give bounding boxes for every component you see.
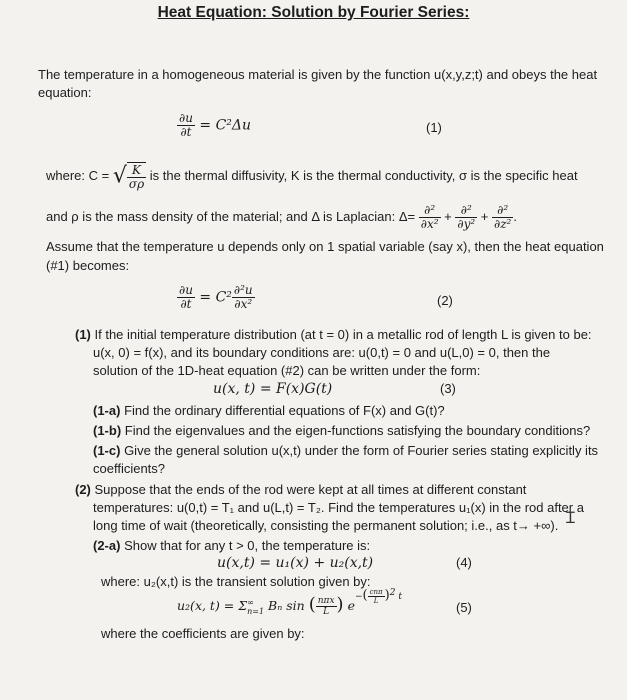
laplacian-line: [46, 204, 517, 231]
eq4-number: (4): [456, 555, 472, 570]
assume-line-2: (#1) becomes:: [46, 258, 130, 273]
lap-y-den: ∂y²: [457, 217, 476, 231]
q1b-text: Find the eigenvalues and the eigen-functions satisfying the boundary conditions?: [121, 423, 591, 438]
eq5-mid: Bₙ sin: [268, 598, 305, 613]
q1-text-1: If the initial temperature distribution (at t = 0) in a metallic rod of length L is given to be:: [90, 327, 592, 342]
sqrt-numerator: K: [127, 164, 146, 178]
eq5-number: (5): [456, 600, 472, 615]
q1a-line: [93, 402, 445, 420]
q2-line-2: temperatures: u(0,t) = T₁ and u(L,t) = T₂. Find the temperatures u₁(x) in the rod after a: [93, 500, 584, 515]
eq1-numerator: ∂u: [179, 111, 193, 125]
eq5-sum-bottom: n=1: [247, 606, 265, 616]
eq1-denominator: ∂t: [180, 125, 192, 139]
q2-line-1: [75, 481, 526, 499]
q1c-line-2: coefficients?: [93, 461, 166, 476]
lap-x-num: ∂²: [419, 204, 441, 218]
eq2-equals: = C²: [199, 289, 232, 306]
period: .: [513, 208, 517, 224]
q1-line-1: [75, 326, 592, 344]
q2-text-1: Suppose that the ends of the rod were kept at all times at different constant: [90, 482, 527, 497]
intro-line-1: The temperature in a homogeneous material is given by the function u(x,y,z;t) and obeys the heat: [38, 67, 598, 82]
q2-label: (2): [75, 482, 91, 497]
lap-y-num: ∂²: [455, 204, 477, 218]
eq5-t: t: [398, 592, 402, 602]
sqrt-expression: √ $\frac{K}{\sigma\rho}$: [112, 163, 145, 191]
q1-line-2: u(x, 0) = f(x), and its boundary conditions are: u(0,t) = 0 and u(L,0) = 0, then the: [93, 345, 551, 360]
eq5-exp-num: cnπ: [369, 588, 383, 596]
q2-coeff-line: where the coefficients are given by:: [101, 626, 305, 641]
eq5-arg-den: L: [323, 607, 330, 617]
eq5-arg-num: nπx: [317, 596, 335, 606]
eq2-denominator-2: ∂x²: [234, 297, 253, 311]
lap-x-den: ∂x²: [420, 217, 439, 231]
assume-line-1: Assume that the temperature u depends only on 1 spatial variable (say x), then the heat equation: [46, 239, 604, 254]
q2-line-3: long time of wait (theoretically, consisting the permanent solution; i.e., as t→ +∞).: [93, 518, 559, 533]
eq2-denominator: ∂t: [180, 297, 192, 311]
lap-z-num: ∂²: [492, 204, 513, 218]
laplacian-intro: and ρ is the mass density of the material; and Δ is Laplacian: Δ=: [46, 208, 416, 224]
equation-4: u(x,t) = u₁(x) + u₂(x,t): [217, 555, 374, 571]
plus-1: +: [444, 208, 452, 224]
where-text: is the thermal diffusivity, K is the thermal conductivity, σ is the specific heat: [149, 167, 578, 183]
where-line-1: [46, 162, 578, 191]
q1b-line: [93, 422, 590, 440]
equation-5: u₂(x, t) = Σ ∞ n=1 Bₙ sin ( $\frac{\text{nπx}}{L}$ ) e−( $\frac{\text{cnπ}}{L}$ )$^2$ t: [177, 588, 402, 617]
intro-line-2: equation:: [38, 85, 92, 100]
equation-1: [177, 112, 251, 139]
eq5-exp-den: L: [373, 597, 379, 605]
q1a-text: Find the ordinary differential equations of F(x) and G(t)?: [120, 403, 445, 418]
page-title: Heat Equation: Solution by Fourier Series:: [157, 4, 470, 21]
equation-3: u(x, t) = F(x)G(t): [213, 381, 333, 397]
lap-z-den: ∂z²: [494, 217, 512, 231]
q2a-line: [93, 537, 370, 555]
eq2-numerator: ∂u: [179, 283, 193, 297]
plus-2: +: [480, 208, 489, 224]
q1c-line: [93, 442, 598, 460]
q1-label: (1): [75, 327, 91, 342]
q1c-text: Give the general solution u(x,t) under the form of Fourier series stating explicitly its: [120, 443, 599, 458]
eq1-number: (1): [426, 120, 442, 135]
eq1-rhs: = C²Δu: [199, 117, 252, 134]
where-prefix: where: C =: [46, 167, 110, 183]
equation-2: [177, 284, 255, 311]
q2a-label: (2-a): [93, 538, 121, 553]
eq5-sum-top: ∞: [247, 597, 254, 607]
eq2-number: (2): [437, 293, 453, 308]
q2-where-line: where: u₂(x,t) is the transient solution given by:: [101, 574, 371, 589]
eq3-number: (3): [440, 381, 456, 396]
q2a-text: Show that for any t > 0, the temperature is:: [120, 538, 371, 553]
sqrt-denominator: σρ: [128, 177, 145, 191]
q1c-label: (1-c): [93, 443, 121, 458]
eq5-lhs: u₂(x, t) = Σ: [177, 598, 248, 613]
eq2-numerator-2: ∂²u: [233, 283, 253, 297]
q1a-label: (1-a): [93, 403, 121, 418]
eq5-e: e: [347, 598, 355, 613]
q1b-label: (1-b): [93, 423, 122, 438]
q1-line-3: solution of the 1D-heat equation (#2) can be written under the form:: [93, 363, 481, 378]
text-cursor-icon: Ɪ: [566, 510, 575, 527]
